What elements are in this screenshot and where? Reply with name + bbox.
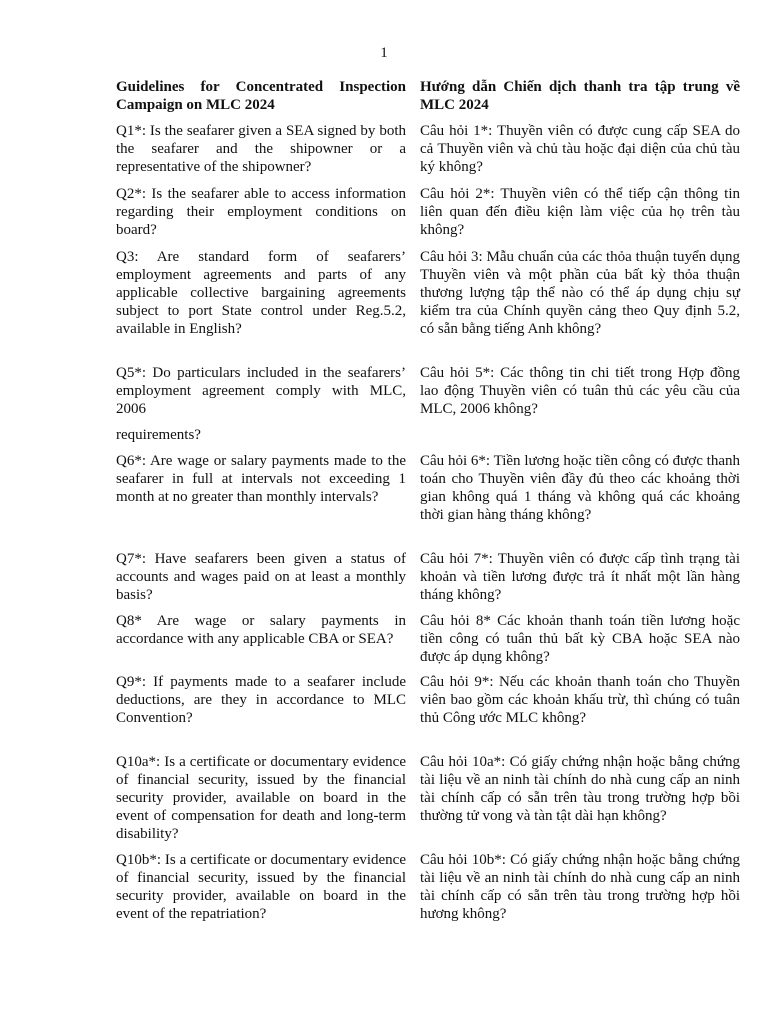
table-row — [116, 122, 740, 185]
question-en: Q9*: If payments made to a seafarer include deductions, are they in accordance to MLC Convention? — [116, 674, 406, 726]
table-row — [116, 185, 740, 248]
question-vi: Câu hỏi 9*: Nếu các khoản thanh toán cho Thuyền viên bao gồm các khoản khấu trừ, thì chúng có tuân thủ Công ước MLC không? — [420, 674, 740, 726]
question-vi: Câu hỏi 6*: Tiền lương hoặc tiền công có được thanh toán cho Thuyền viên đầy đủ theo các khoảng thời gian không quá 1 tháng và không quá các khoảng thời gian hàng tháng không? — [420, 453, 740, 523]
table-row — [116, 550, 740, 612]
table-row — [116, 426, 740, 452]
question-vi: Câu hỏi 1*: Thuyền viên có được cung cấp SEA do cả Thuyền viên và chủ tàu hoặc đại diện của chủ tàu ký không? — [420, 123, 740, 175]
question-vi: Câu hỏi 10b*: Có giấy chứng nhận hoặc bằng chứng tài liệu về an ninh tài chính do nhà cung cấp an ninh tài chính cấp có sẵn trên tàu trong trường hợp hồi hương không? — [420, 852, 740, 922]
bilingual-table — [116, 78, 740, 947]
question-vi: Câu hỏi 10a*: Có giấy chứng nhận hoặc bằng chứng tài liệu về an ninh tài chính do nhà cung cấp an ninh tài chính cấp có sẵn trên tàu trong trường hợp bồi thường tử vong và tàn tật dài hạn không? — [420, 754, 740, 824]
question-en: Q10a*: Is a certificate or documentary evidence of financial security, issued by the financial security provider, available on board in the event of compensation for death and long-term disability? — [116, 754, 406, 842]
question-en: Q1*: Is the seafarer given a SEA signed by both the seafarer and the shipowner or a representative of the shipowner? — [116, 123, 406, 175]
table-row — [116, 364, 740, 426]
question-vi: Câu hỏi 3: Mẫu chuẩn của các thỏa thuận tuyển dụng Thuyền viên và một phần của bất kỳ thỏa thuận thương lượng tập thể nào có thể áp dụng chịu sự kiểm tra của Chính quyền cảng theo Quy định 5.2, có sẵn bằng tiếng Anh không? — [420, 249, 740, 337]
page-number: 1 — [380, 45, 388, 61]
question-vi: Câu hỏi 8* Các khoản thanh toán tiền lương hoặc tiền công có tuân thủ bất kỳ CBA hoặc SEA nào được áp dụng không? — [420, 613, 740, 665]
question-en: Q3: Are standard form of seafarers’ employment agreements and parts of any applicable collective bargaining agreements subject to port State control under Reg.5.2, available in English? — [116, 249, 406, 337]
table-row — [116, 673, 740, 753]
header-en: Guidelines for Concentrated Inspection Campaign on MLC 2024 — [116, 79, 406, 113]
question-vi: Câu hỏi 2*: Thuyền viên có thể tiếp cận thông tin liên quan đến điều kiện làm việc của họ trên tàu không? — [420, 186, 740, 238]
question-vi: Câu hỏi 7*: Thuyền viên có được cấp tình trạng tài khoản và tiền lương được trả ít nhất một lần hàng tháng không? — [420, 551, 740, 603]
table-row — [116, 248, 740, 364]
header-row — [116, 78, 740, 116]
question-en: Q8* Are wage or salary payments in accordance with any applicable CBA or SEA? — [116, 613, 406, 647]
question-en: Q6*: Are wage or salary payments made to the seafarer in full at intervals not exceeding 1 month at no greater than monthly intervals? — [116, 453, 406, 505]
question-en: requirements? — [116, 427, 201, 443]
question-en: Q10b*: Is a certificate or documentary evidence of financial security, issued by the financial security provider, available on board in the event of the repatriation? — [116, 852, 406, 922]
question-vi: Câu hỏi 5*: Các thông tin chi tiết trong Hợp đồng lao động Thuyền viên có tuân thủ các yêu cầu của MLC, 2006 không? — [420, 365, 740, 417]
table-row — [116, 612, 740, 673]
question-en: Q5*: Do particulars included in the seafarers’ employment agreement comply with MLC, 2006 — [116, 365, 406, 417]
table-row — [116, 851, 740, 947]
question-vi — [420, 426, 740, 452]
question-en: Q2*: Is the seafarer able to access information regarding their employment conditions on board? — [116, 186, 406, 238]
question-en: Q7*: Have seafarers been given a status of accounts and wages paid on at least a monthly basis? — [116, 551, 406, 603]
table-row — [116, 452, 740, 550]
header-vi: Hướng dẫn Chiến dịch thanh tra tập trung về MLC 2024 — [420, 79, 740, 113]
table-row — [116, 753, 740, 851]
